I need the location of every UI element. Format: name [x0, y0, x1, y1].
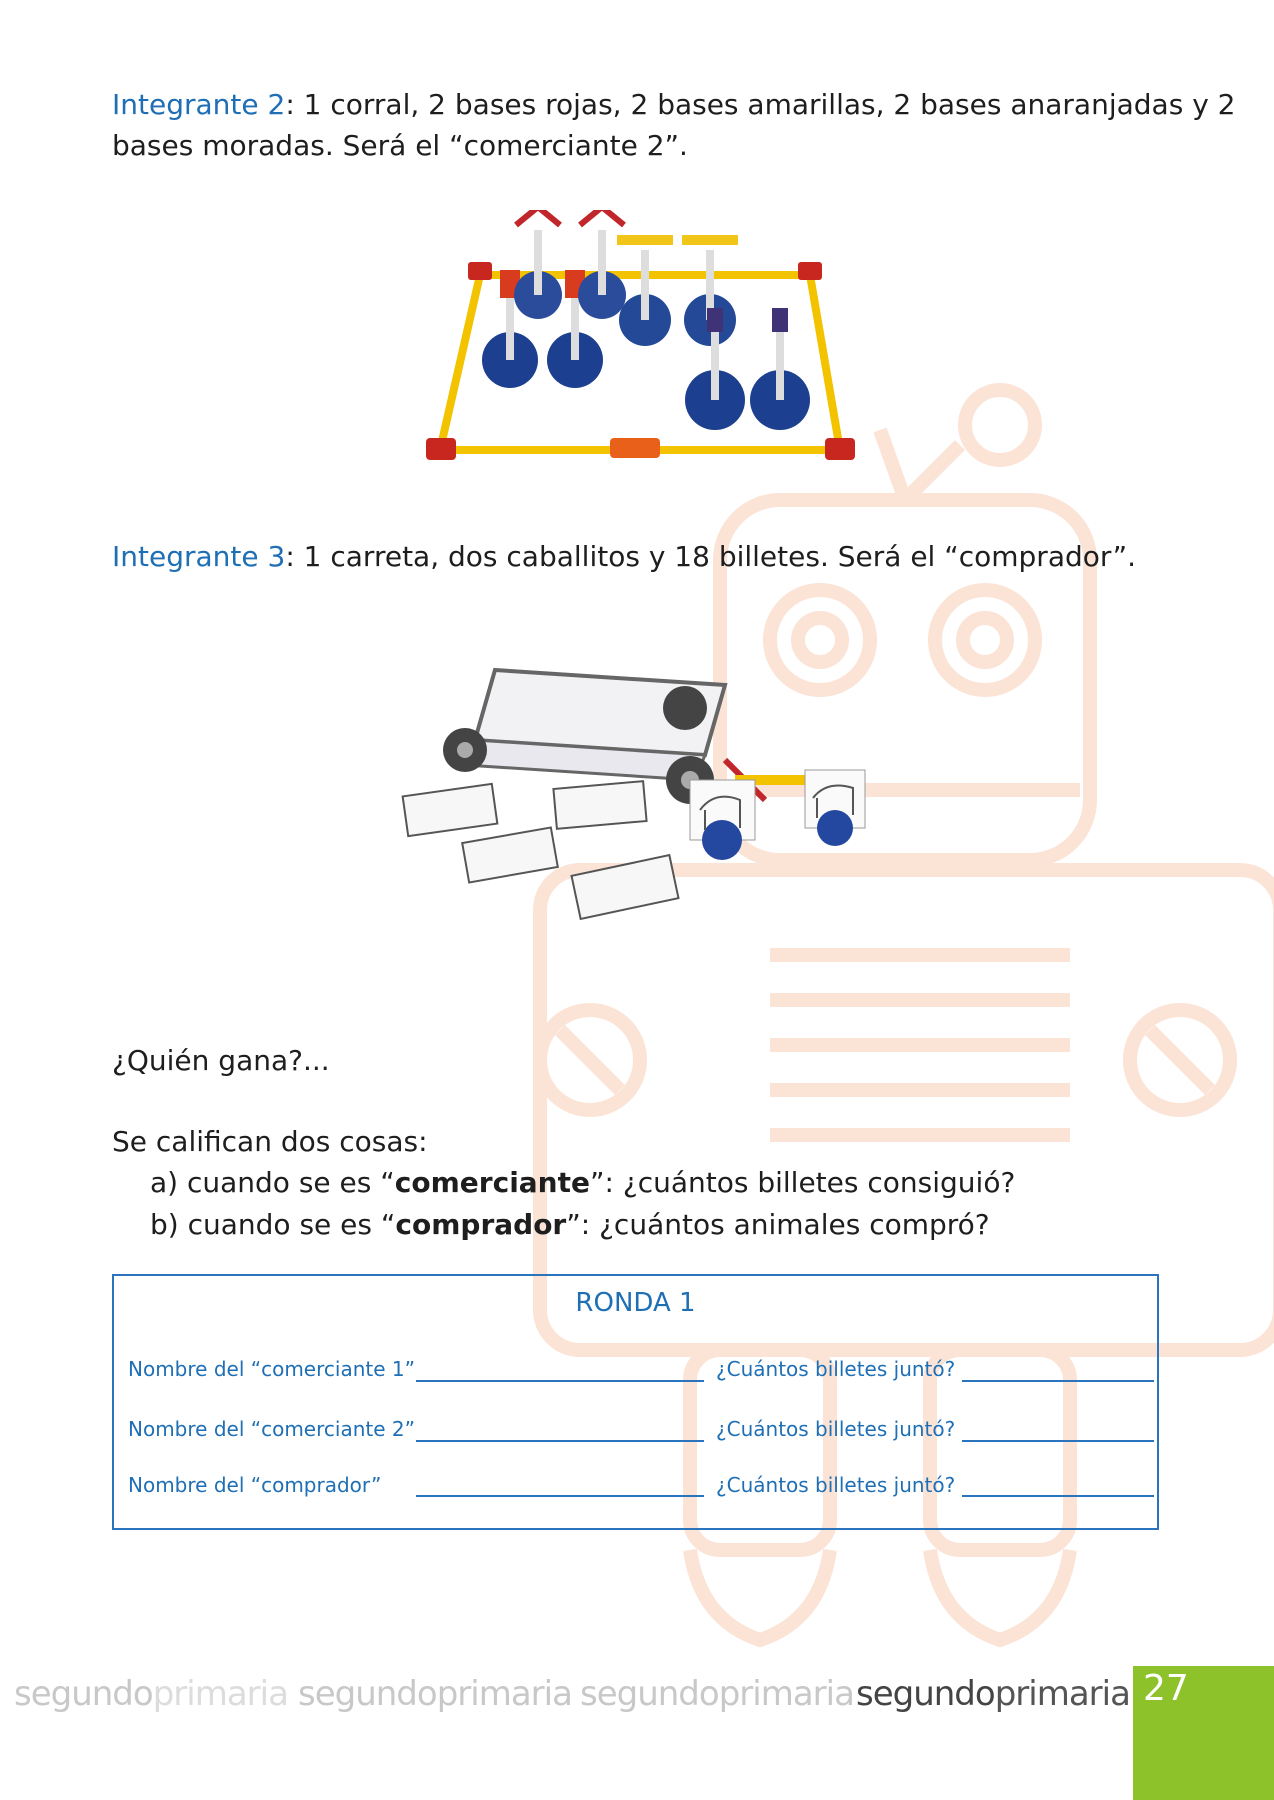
item-b-prefix: b) cuando se es “ — [150, 1208, 396, 1241]
footer-word-3 — [580, 1674, 854, 1714]
footer-word-4-a: segundo — [856, 1674, 995, 1714]
row-3-count-line[interactable] — [962, 1495, 1154, 1497]
integrante-3-label: Integrante 3 — [112, 540, 286, 573]
item-a-bold: comerciante — [394, 1166, 590, 1199]
row-2-count-line[interactable] — [962, 1440, 1154, 1442]
row-1-name-label: Nombre del “comerciante 1” — [128, 1357, 415, 1381]
footer-word-1-b: primaria — [152, 1674, 288, 1714]
integrante-2-paragraph-line2: bases moradas. Será el “comerciante 2”. — [112, 129, 688, 162]
row-3-name-line[interactable] — [416, 1495, 704, 1497]
footer-word-1 — [14, 1674, 288, 1714]
footer-word-4 — [856, 1674, 1130, 1714]
row-2-name-line[interactable] — [416, 1440, 704, 1442]
item-b — [150, 1204, 990, 1245]
footer-word-4-b: primaria — [994, 1674, 1130, 1714]
cart-photo — [395, 650, 875, 930]
quien-gana-heading: ¿Quién gana?... — [112, 1044, 330, 1077]
item-a — [150, 1162, 1015, 1203]
corral-photo — [420, 210, 860, 470]
item-a-prefix: a) cuando se es “ — [150, 1166, 395, 1199]
page-number-box — [1133, 1666, 1274, 1800]
se-califican-text: Se califican dos cosas: — [112, 1125, 428, 1158]
row-3-count-label: ¿Cuántos billetes juntó? — [716, 1473, 956, 1497]
row-3-name-label: Nombre del “comprador” — [128, 1473, 382, 1497]
row-1-count-label: ¿Cuántos billetes juntó? — [716, 1357, 956, 1381]
row-1-count-line[interactable] — [962, 1380, 1154, 1382]
integrante-3-text: : 1 carreta, dos caballitos y 18 billetes. Será el “comprador”. — [285, 540, 1136, 573]
footer-word-2-a: segundo — [298, 1674, 437, 1714]
integrante-2-text: : 1 corral, 2 bases rojas, 2 bases amarillas, 2 bases anaranjadas y 2 — [285, 88, 1236, 121]
integrante-3-paragraph — [112, 536, 1136, 577]
integrante-2-label: Integrante 2 — [112, 88, 286, 121]
footer-word-3-a: segundo — [580, 1674, 719, 1714]
footer-word-1-a: segundo — [14, 1674, 153, 1714]
item-b-suffix: ”: ¿cuántos animales compró? — [566, 1208, 990, 1241]
footer-word-2-b: primaria — [436, 1674, 572, 1714]
row-2-count-label: ¿Cuántos billetes juntó? — [716, 1417, 956, 1441]
item-a-suffix: ”: ¿cuántos billetes consiguió? — [590, 1166, 1016, 1199]
integrante-2-paragraph — [112, 84, 1235, 125]
page-number: 27 — [1143, 1668, 1189, 1709]
footer-word-3-b: primaria — [718, 1674, 854, 1714]
ronda-title: RONDA 1 — [575, 1288, 696, 1318]
item-b-bold: comprador — [395, 1208, 567, 1241]
ronda-table — [112, 1274, 1159, 1530]
row-2-name-label: Nombre del “comerciante 2” — [128, 1417, 415, 1441]
row-1-name-line[interactable] — [416, 1380, 704, 1382]
footer-word-2 — [298, 1674, 572, 1714]
